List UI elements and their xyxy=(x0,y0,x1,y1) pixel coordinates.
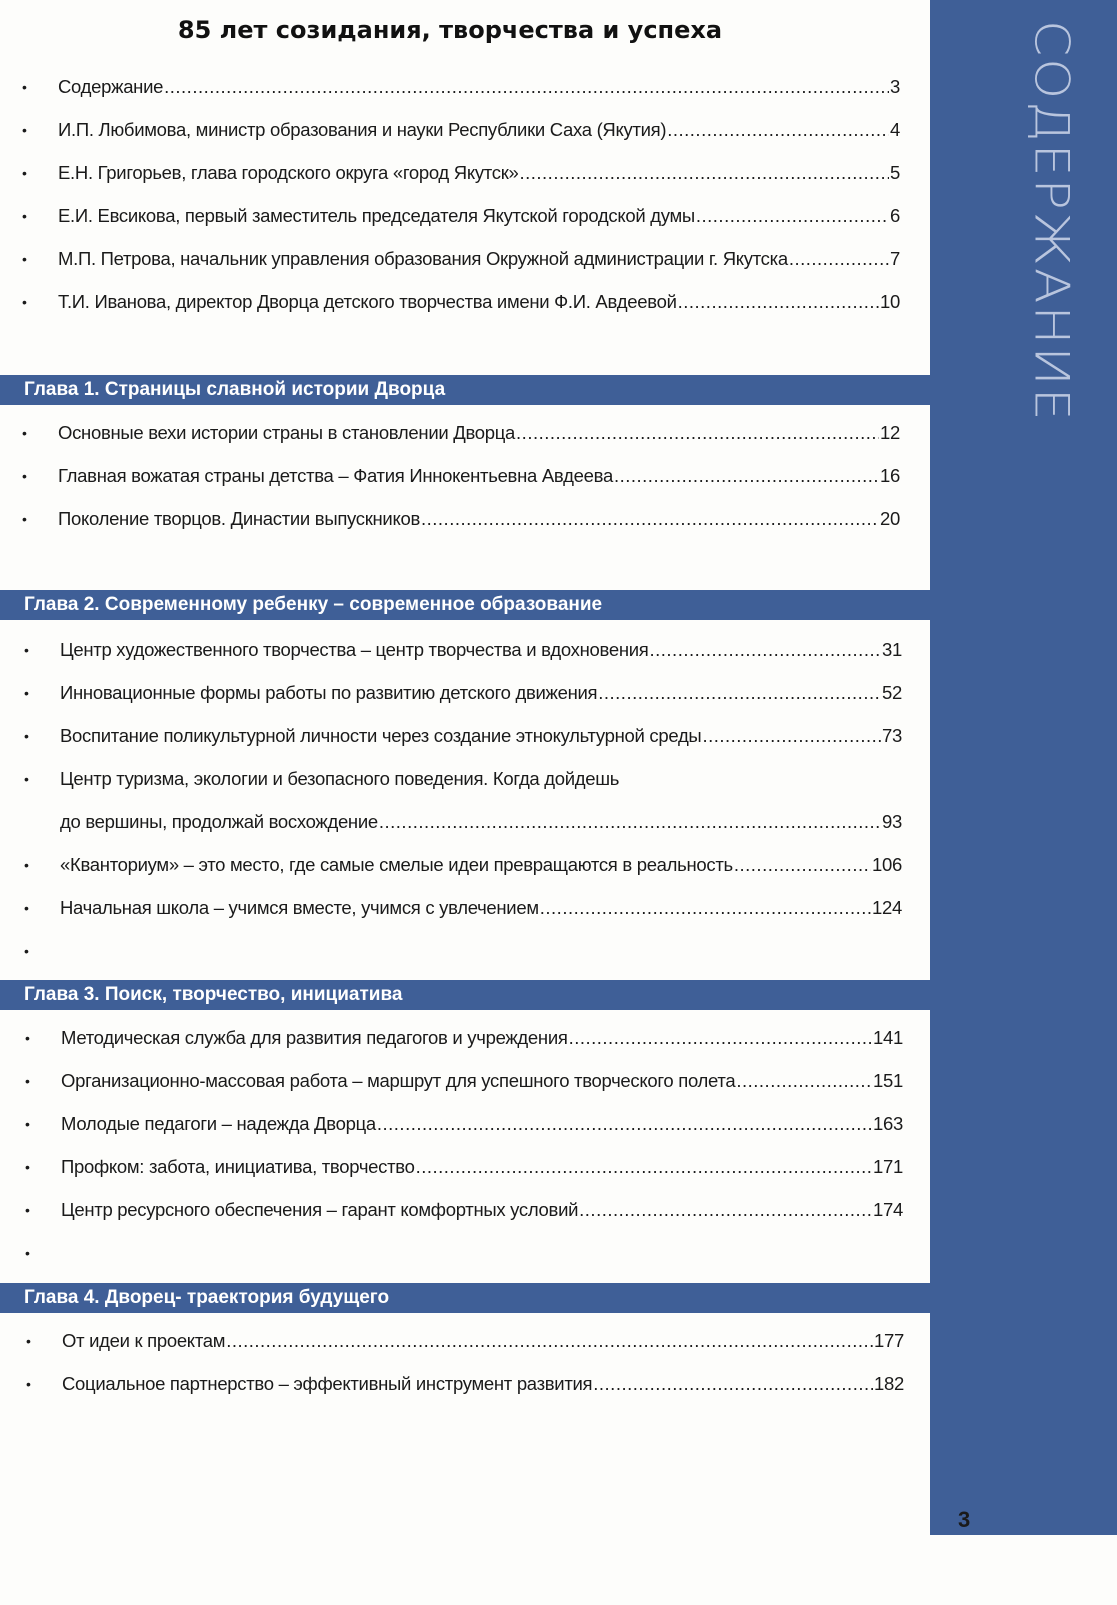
entry-text: Основные вехи истории страны в становлении Дворца xyxy=(58,421,516,443)
bullet-icon: • xyxy=(22,121,27,138)
chapter-3-list xyxy=(25,1016,903,1274)
bullet-icon: • xyxy=(24,641,29,658)
dot-leader xyxy=(789,248,889,270)
dot-leader xyxy=(379,811,881,833)
entry-text: Инновационные формы работы по развитию детского движения xyxy=(60,681,598,703)
page-number: 3 xyxy=(958,1507,971,1532)
dot-leader xyxy=(579,1199,872,1221)
empty-entry xyxy=(24,929,902,972)
entry-text: Центр туризма, экологии и безопасного поведения. Когда дойдешь xyxy=(60,767,620,789)
toc-entry xyxy=(25,1059,903,1102)
entry-page: 10 xyxy=(880,290,900,312)
toc-entry xyxy=(24,714,902,757)
chapter-4-header: Глава 4. Дворец- траектория будущего xyxy=(0,1283,935,1313)
entry-text: Центр ресурсного обеспечения – гарант комфортных условий xyxy=(61,1198,579,1220)
entry-text: Содержание xyxy=(58,75,164,97)
entry-text: Воспитание поликультурной личности через создание этнокультурной среды xyxy=(60,724,702,746)
entry-text: Т.И. Иванова, директор Дворца детского творчества имени Ф.И. Авдеевой xyxy=(58,290,677,312)
entry-page: 7 xyxy=(890,247,900,269)
side-title: СОДЕРЖАНИЕ xyxy=(1024,20,1078,423)
entry-text: Молодые педагоги – надежда Дворца xyxy=(61,1112,376,1134)
entry-page: 177 xyxy=(874,1329,904,1351)
bullet-icon: • xyxy=(24,899,29,916)
toc-entry xyxy=(25,1188,903,1231)
entry-page: 182 xyxy=(874,1372,904,1394)
dot-leader xyxy=(164,76,889,98)
entry-text: Начальная школа – учимся вместе, учимся с увлечением xyxy=(60,896,539,918)
toc-entry xyxy=(24,757,902,800)
bullet-icon: • xyxy=(24,727,29,744)
bullet-icon: • xyxy=(25,1244,30,1261)
entry-text: Е.И. Евсикова, первый заместитель председателя Якутской городской думы xyxy=(58,204,695,226)
bullet-icon: • xyxy=(22,424,27,441)
bullet-icon: • xyxy=(24,684,29,701)
toc-entry xyxy=(22,237,900,280)
toc-entry xyxy=(22,411,900,454)
entry-text: И.П. Любимова, министр образования и науки Республики Саха (Якутия) xyxy=(58,118,667,140)
bullet-icon: • xyxy=(25,1072,30,1089)
dot-leader xyxy=(650,639,882,661)
toc-entry xyxy=(26,1362,904,1405)
chapter-3-header: Глава 3. Поиск, творчество, инициатива xyxy=(0,980,935,1010)
toc-entry xyxy=(22,280,900,323)
toc-entry xyxy=(24,628,902,671)
dot-leader xyxy=(598,682,881,704)
entry-page: 163 xyxy=(873,1112,903,1134)
entry-page: 141 xyxy=(873,1026,903,1048)
bullet-icon: • xyxy=(25,1158,30,1175)
dot-leader xyxy=(678,291,879,313)
entry-page: 93 xyxy=(882,810,902,832)
entry-text: «Кванториум» – это место, где самые смелые идеи превращаются в реальность xyxy=(60,853,733,875)
toc-entry xyxy=(22,151,900,194)
entry-page: 4 xyxy=(890,118,900,140)
intro-list xyxy=(22,65,900,323)
entry-text: М.П. Петрова, начальник управления образования Окружной администрации г. Якутска xyxy=(58,247,788,269)
toc-entry xyxy=(22,497,900,540)
toc-entry xyxy=(22,65,900,108)
dot-leader xyxy=(569,1027,872,1049)
dot-leader xyxy=(226,1330,873,1352)
bullet-icon: • xyxy=(22,510,27,527)
bullet-icon: • xyxy=(22,467,27,484)
chapter-2-header: Глава 2. Современному ребенку – современное образование xyxy=(0,590,935,620)
chapter-1-list xyxy=(22,411,900,540)
bullet-icon: • xyxy=(22,293,27,310)
entry-page: 106 xyxy=(872,853,902,875)
toc-entry xyxy=(24,886,902,929)
entry-page: 12 xyxy=(880,421,900,443)
toc-entry xyxy=(26,1319,904,1362)
toc-entry xyxy=(24,843,902,886)
toc-entry-continuation xyxy=(24,800,902,843)
entry-page: 171 xyxy=(873,1155,903,1177)
dot-leader xyxy=(614,465,879,487)
entry-text: Е.Н. Григорьев, глава городского округа «город Якутск» xyxy=(58,161,519,183)
dot-leader xyxy=(736,1070,872,1092)
toc-entry xyxy=(25,1102,903,1145)
entry-page: 31 xyxy=(882,638,902,660)
entry-page: 16 xyxy=(880,464,900,486)
entry-page: 3 xyxy=(890,75,900,97)
entry-page: 151 xyxy=(873,1069,903,1091)
dot-leader xyxy=(519,162,889,184)
entry-text: Профком: забота, инициатива, творчество xyxy=(61,1155,415,1177)
dot-leader xyxy=(421,508,879,530)
entry-page: 174 xyxy=(873,1198,903,1220)
bullet-icon: • xyxy=(26,1375,31,1392)
bullet-icon: • xyxy=(24,856,29,873)
bullet-icon: • xyxy=(22,207,27,224)
dot-leader xyxy=(377,1113,872,1135)
toc-entry xyxy=(25,1145,903,1188)
entry-page: 20 xyxy=(880,507,900,529)
dot-leader xyxy=(516,422,879,444)
bullet-icon: • xyxy=(26,1332,31,1349)
dot-leader xyxy=(540,897,871,919)
entry-page: 52 xyxy=(882,681,902,703)
bullet-icon: • xyxy=(24,770,29,787)
bullet-icon: • xyxy=(22,78,27,95)
entry-page: 5 xyxy=(890,161,900,183)
bullet-icon: • xyxy=(24,942,29,959)
toc-entry xyxy=(24,671,902,714)
toc-entry xyxy=(22,108,900,151)
entry-page: 6 xyxy=(890,204,900,226)
dot-leader xyxy=(416,1156,872,1178)
entry-text: Центр художественного творчества – центр творчества и вдохновения xyxy=(60,638,649,660)
page-title: 85 лет созидания, творчества и успеха xyxy=(177,16,723,44)
toc-entry xyxy=(25,1016,903,1059)
toc-entry xyxy=(22,194,900,237)
entry-text: Социальное партнерство – эффективный инструмент развития xyxy=(62,1372,593,1394)
bullet-icon: • xyxy=(22,164,27,181)
entry-text: Методическая служба для развития педагогов и учреждения xyxy=(61,1026,568,1048)
dot-leader xyxy=(702,725,881,747)
bullet-icon: • xyxy=(22,250,27,267)
bullet-icon: • xyxy=(25,1201,30,1218)
empty-entry xyxy=(25,1231,903,1274)
entry-text: до вершины, продолжай восхождение xyxy=(60,810,378,832)
chapter-1-header: Глава 1. Страницы славной истории Дворца xyxy=(0,375,935,405)
entry-page: 73 xyxy=(882,724,902,746)
dot-leader xyxy=(667,119,889,141)
bullet-icon: • xyxy=(25,1115,30,1132)
entry-text: Организационно-массовая работа – маршрут для успешного творческого полета xyxy=(61,1069,736,1091)
chapter-2-list xyxy=(24,628,902,972)
entry-text: От идеи к проектам xyxy=(62,1329,226,1351)
dot-leader xyxy=(696,205,889,227)
dot-leader xyxy=(734,854,871,876)
chapter-4-list xyxy=(26,1319,904,1405)
toc-entry xyxy=(22,454,900,497)
entry-page: 124 xyxy=(872,896,902,918)
dot-leader xyxy=(593,1373,873,1395)
bullet-icon: • xyxy=(25,1029,30,1046)
entry-text: Поколение творцов. Династии выпускников xyxy=(58,507,420,529)
entry-text: Главная вожатая страны детства – Фатия Иннокентьевна Авдеева xyxy=(58,464,613,486)
